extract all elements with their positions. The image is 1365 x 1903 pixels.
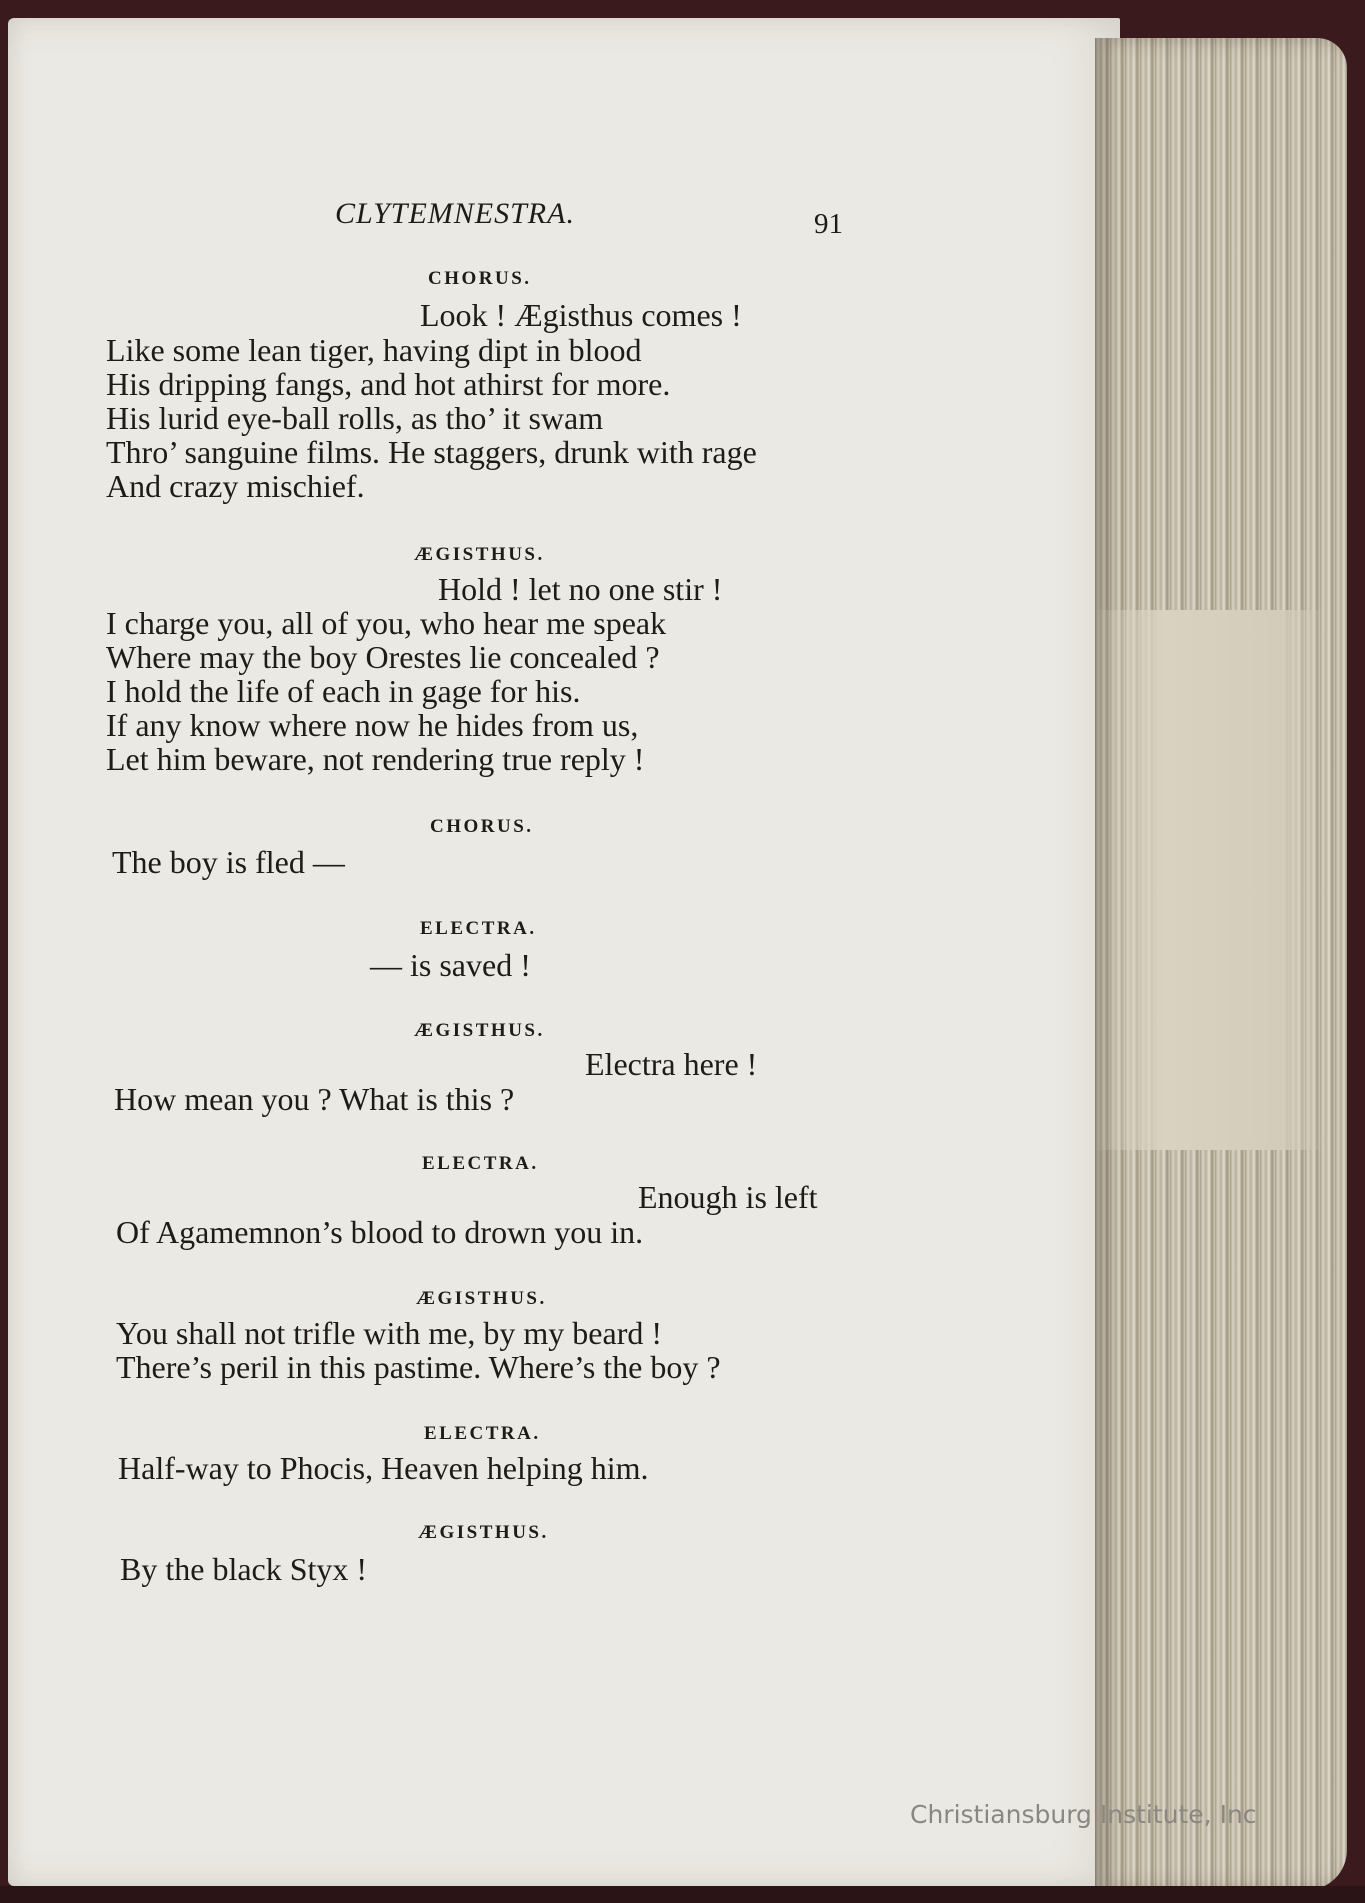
speaker-label: CHORUS. [428,268,532,289]
verse-line: His lurid eye-ball rolls, as tho’ it swam [106,400,604,436]
verse-line: You shall not trifle with me, by my beard ! [116,1315,663,1351]
speaker-label: ÆGISTHUS. [416,1288,547,1309]
verse-line: By the black Styx ! [120,1551,368,1587]
verse-line: Look ! Ægisthus comes ! [420,297,742,333]
verse-line: Enough is left [638,1179,818,1215]
verse-line: Electra here ! [585,1046,758,1082]
speaker-label: ÆGISTHUS. [414,1020,545,1041]
cover-edge [0,1886,1365,1903]
verse-line: Like some lean tiger, having dipt in blood [106,332,642,368]
verse-line: How mean you ? What is this ? [114,1081,515,1117]
verse-line: There’s peril in this pastime. Where’s the boy ? [116,1349,721,1385]
speaker-label: ELECTRA. [422,1153,539,1174]
verse-line: — is saved ! [370,947,531,983]
watermark: Christiansburg Institute, Inc [910,1800,1257,1829]
speaker-label: ELECTRA. [424,1423,541,1444]
verse-line: I charge you, all of you, who hear me speak [106,605,667,641]
verse-line: The boy is fled — [112,844,345,880]
speaker-label: CHORUS. [430,816,534,837]
edge-discoloration [1095,610,1325,1150]
running-header: CLYTEMNESTRA. [335,197,575,230]
verse-line: And crazy mischief. [106,468,365,504]
speaker-label: ÆGISTHUS. [418,1522,549,1543]
verse-line: If any know where now he hides from us, [106,707,639,743]
speaker-label: ELECTRA. [420,918,537,939]
verse-line: Hold ! let no one stir ! [438,571,723,607]
verse-line: Thro’ sanguine films. He staggers, drunk with rage [106,434,757,470]
page-number: 91 [814,208,843,240]
verse-line: His dripping fangs, and hot athirst for more. [106,366,671,402]
verse-line: Where may the boy Orestes lie concealed ? [106,639,660,675]
speaker-label: ÆGISTHUS. [414,544,545,565]
verse-line: Let him beware, not rendering true reply ! [106,741,645,777]
verse-line: Of Agamemnon’s blood to drown you in. [116,1214,644,1250]
verse-line: Half-way to Phocis, Heaven helping him. [118,1450,649,1486]
verse-line: I hold the life of each in gage for his. [106,673,581,709]
